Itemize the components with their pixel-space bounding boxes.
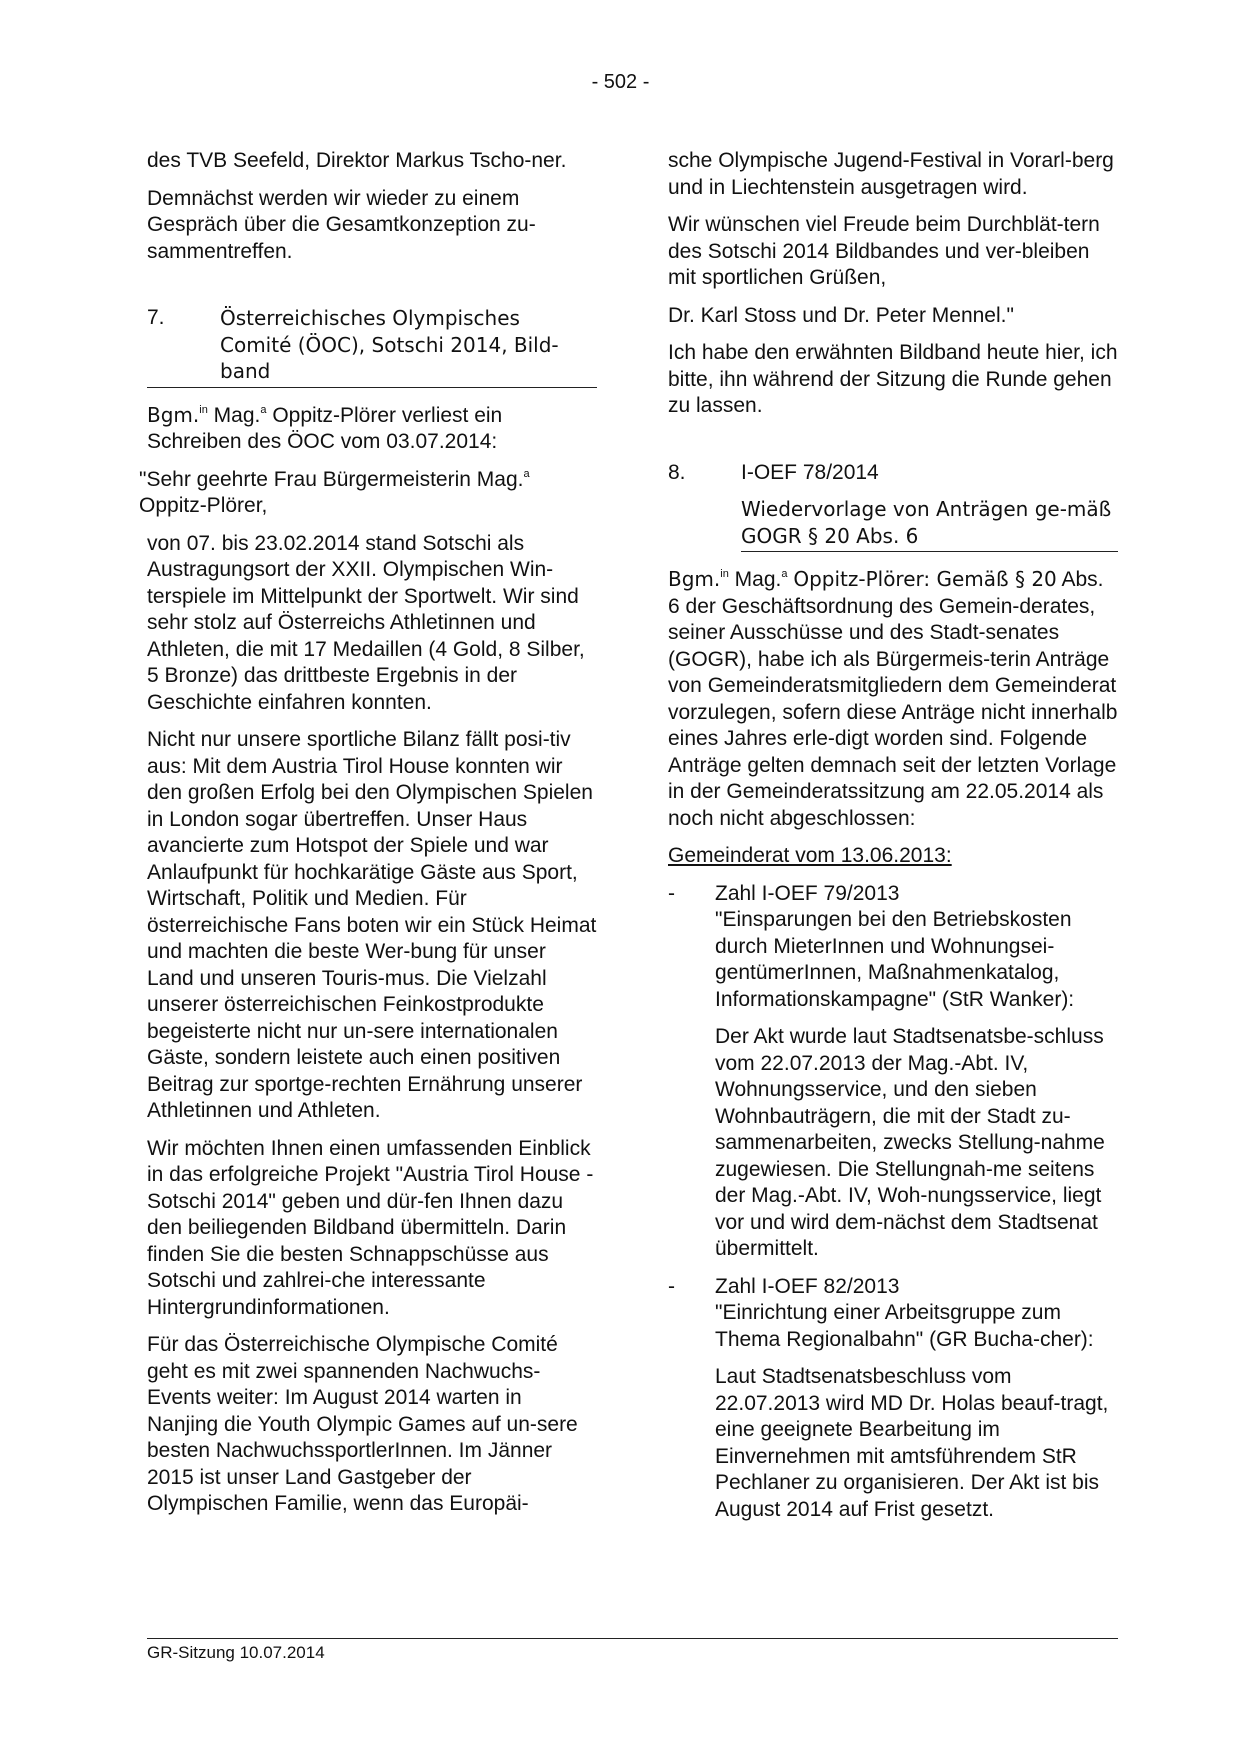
paragraph: Für das Österreichische Olympische Comité geht es mit zwei spannenden Nachwuchs-Events weiter: Im August 2014 warten in Nanjing die Youth Olympic Games auf un-sere besten NachwuchssportlerInnen. Im Jänner 2015 ist unser Land Gastgeber der Olympischen Familie, wenn das Europäi- [147,1333,578,1515]
agenda-item-subtitle: Wiedervorlage von Anträgen ge-mäß GOGR § 20 Abs. 6 [741,496,1118,552]
agenda-item-7-heading [147,305,597,388]
agenda-item-code: I-OEF 78/2014 [741,460,879,484]
page-number: - 502 - [591,71,650,93]
list-item: - Zahl I-OEF 79/2013 "Einsparungen bei den Betriebskosten durch MieterInnen und Wohnungsei-gentümerInnen, Maßnahmenkatalog, Informationskampagne" (StR Wanker): [668,881,1118,1014]
paragraph: Nicht nur unsere sportliche Bilanz fällt posi-tiv aus: Mit dem Austria Tirol House konnten wir den großen Erfolg bei den Olympischen Spielen in London sogar übertreffen. Unser Haus avancierte zum Hotspot der Spiele und war Anlaufpunkt für hochkarätige Gäste aus Sport, Wirtschaft, Politik und Medien. Für österreichische Fans boten wir ein Stück Heimat und machten die beste Wer-bung für unser Land und unseren Touris-mus. Die Vielzahl unserer österreichischen Feinkostprodukte begeisterte nicht nur un-sere internationalen Gäste, sondern leistete auch einen positiven Beitrag zur sportge-rechten Ernährung unserer Athletinnen und Athleten. [147,728,597,1122]
motion-title: "Einrichtung einer Arbeitsgruppe zum Thema Regionalbahn" (GR Bucha-cher): [715,1301,1094,1351]
speaker-intro: Bgm.$^{in}$ Mag.$^a$ Oppitz-Plörer: Gemäß § 20 Abs. 6 der Geschäftsordnung des Gemein-derates, seiner Ausschüsse und des Stadt-senates (GOGR), habe ich als Bürgermeis-terin Anträge von Gemeinderatsmitgliedern dem Gemeinderat vorzulegen, sofern diese Anträge nicht innerhalb eines Jahres erle-digt worden sind. Folgende Anträge gelten demnach seit der letzten Vorlage in der Gemeinderatssitzung am 22.05.2014 als noch nicht abgeschlossen: [668,567,1118,830]
list-item: - Zahl I-OEF 82/2013 "Einrichtung einer Arbeitsgruppe zum Thema Regionalbahn" (GR Bucha-cher): [668,1274,1118,1354]
section-heading: Gemeinderat vom 13.06.2013: [668,844,952,867]
paragraph: Wir möchten Ihnen einen umfassenden Einblick in das erfolgreiche Projekt "Austria Tirol House - Sotschi 2014" geben und dür-fen Ihnen dazu den beiliegenden Bildband übermitteln. Darin finden Sie die besten Schnappschüsse aus Sotschi und zahlrei-che interessante Hintergrundinformationen. [147,1136,594,1319]
right-column [668,148,1118,1534]
footer-session-label: GR-Sitzung 10.07.2014 [147,1643,325,1662]
agenda-item-number: 7. [147,306,165,329]
agenda-item-number: 8. [668,460,686,484]
paragraph: von 07. bis 23.02.2014 stand Sotschi als Austragungsort der XXII. Olympischen Win-terspiele im Mittelpunkt der Sportwelt. Wir sind sehr stolz auf Österreichs Athletinnen und Athleten, die mit 17 Medaillen (4 Gold, 8 Silber, 5 Bronze) das drittbeste Ergebnis in der Geschichte einfahren konnten. [147,531,585,714]
left-column [139,148,597,1529]
paragraph: Wir wünschen viel Freude beim Durchblät-tern des Sotschi 2014 Bildbandes und ver-bleiben mit sportlichen Grüßen, [668,213,1100,289]
paragraph: sche Olympische Jugend-Festival in Vorarl-berg und in Liechtenstein ausgetragen wird. [668,149,1114,199]
letter-salutation: "Sehr geehrte Frau Bürgermeisterin Mag.$^a$ Oppitz-Plörer, [139,467,530,517]
footer-divider [147,1638,1118,1639]
motion-detail: Der Akt wurde laut Stadtsenatsbe-schluss vom 22.07.2013 der Mag.-Abt. IV, Wohnungsservice, und den sieben Wohnbauträgern, die mit der Stadt zu-sammenarbeiten, zwecks Stellung-nahme zugewiesen. Die Stellungnah-me seitens der Mag.-Abt. IV, Woh-nungsservice, liegt vor und wird dem-nächst dem Stadtsenat übermittelt. [715,1025,1105,1260]
agenda-item-8-heading [668,460,1118,487]
paragraph: des TVB Seefeld, Direktor Markus Tscho-ner. [147,149,567,172]
motion-number: Zahl I-OEF 82/2013 [715,1274,900,1298]
paragraph: Ich habe den erwähnten Bildband heute hier, ich bitte, ihn während der Sitzung die Runde gehen zu lassen. [668,341,1118,417]
motion-title: "Einsparungen bei den Betriebskosten durch MieterInnen und Wohnungsei-gentümerInnen, Maßnahmenkatalog, Informationskampagne" (StR Wanker): [715,908,1075,1011]
motion-number: Zahl I-OEF 79/2013 [715,881,900,905]
signature-line: Dr. Karl Stoss und Dr. Peter Mennel." [668,303,1014,327]
speaker-intro: Bgm.$^{in}$ Mag.$^a$ Oppitz-Plörer verliest ein Schreiben des ÖOC vom 03.07.2014: [147,402,503,453]
agenda-item-title: Österreichisches Olympisches Comité (ÖOC), Sotschi 2014, Bild-band [220,306,559,383]
motion-detail: Laut Stadtsenatsbeschluss vom 22.07.2013 wird MD Dr. Holas beauf-tragt, eine geeignete Bearbeitung im Einvernehmen mit amtsführendem StR Pechlaner zu organisieren. Der Akt ist bis August 2014 auf Frist gesetzt. [715,1365,1109,1521]
paragraph: Demnächst werden wir wieder zu einem Gespräch über die Gesamtkonzeption zu-sammentreffen. [147,186,536,263]
